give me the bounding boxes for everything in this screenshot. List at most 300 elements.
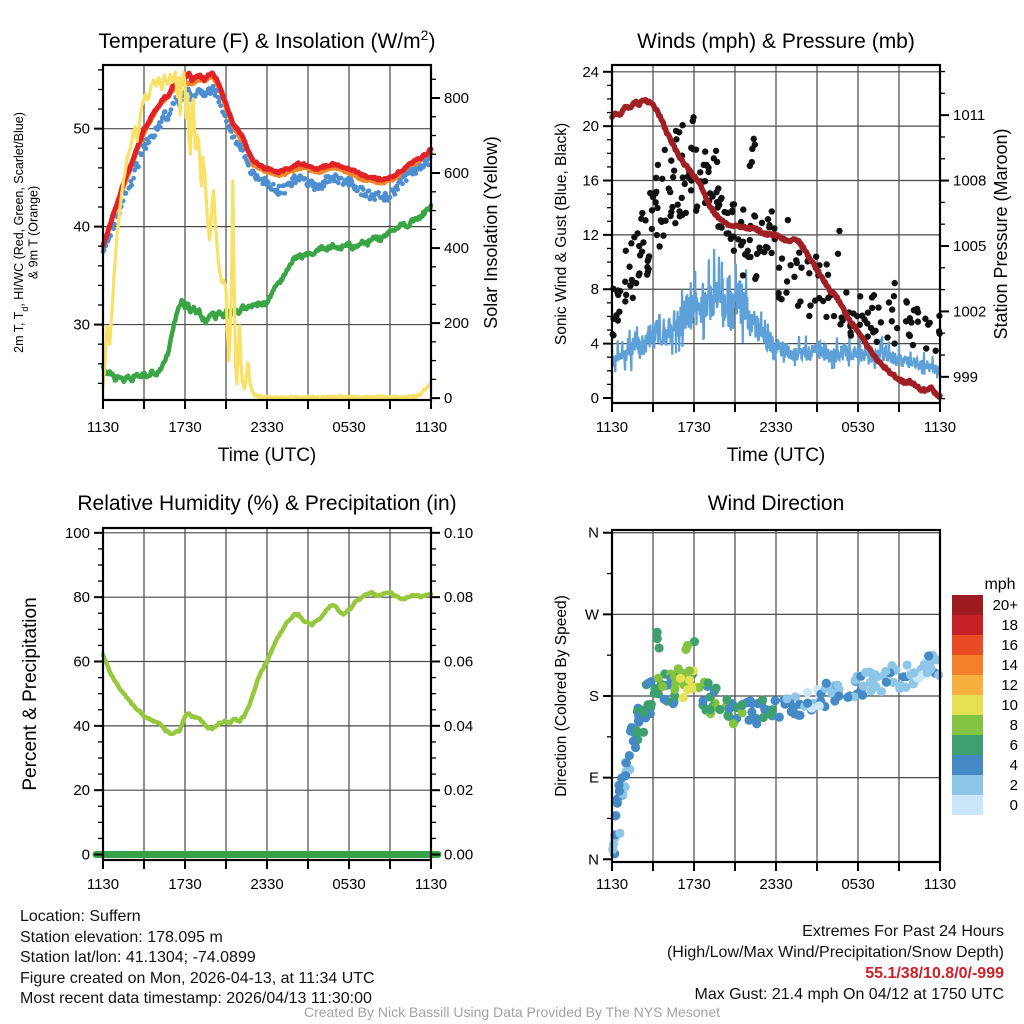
- gust-dot: [749, 159, 755, 165]
- gust-dot: [670, 174, 676, 180]
- wind-direction-dot: [650, 689, 659, 698]
- wind-direction-dot: [659, 695, 668, 704]
- gust-dot: [622, 298, 628, 304]
- x-tick-label: 1130: [923, 876, 957, 893]
- wind-direction-dot: [652, 628, 661, 637]
- gust-dot: [731, 247, 737, 253]
- y-tick-label: 1005: [953, 237, 987, 255]
- wind-chill-dot: [229, 129, 234, 134]
- wind-direction-dot: [782, 694, 791, 703]
- gust-dot: [693, 146, 699, 152]
- gust-dot: [915, 319, 921, 325]
- y-tick-label: 60: [73, 653, 90, 671]
- x-tick-label: 1730: [677, 419, 711, 436]
- gust-dot: [697, 169, 703, 175]
- wind-direction-dot: [815, 701, 824, 710]
- y-tick-label: 0: [81, 846, 90, 864]
- wind-chill-dot: [147, 140, 152, 145]
- gust-dot: [729, 209, 735, 215]
- y-tick-label: 800: [444, 90, 470, 108]
- colorbar-label: 8: [1009, 717, 1018, 734]
- y-tick-label: 8: [590, 281, 599, 299]
- gust-dot: [679, 195, 685, 201]
- gust-dot: [825, 272, 831, 278]
- gust-dot: [925, 321, 931, 327]
- gust-dot: [764, 245, 770, 251]
- y-tick-label: 600: [444, 165, 470, 183]
- gust-dot: [623, 248, 629, 254]
- gust-dot: [911, 307, 917, 313]
- wind-direction-dot: [758, 696, 767, 705]
- wind-direction-dot: [621, 771, 630, 780]
- wind-chill-dot: [240, 148, 245, 153]
- wind-direction-dot: [725, 704, 734, 713]
- wind-direction-dot: [766, 710, 775, 719]
- x-tick-label: 1730: [168, 419, 202, 436]
- wind-direction-dot: [775, 713, 784, 722]
- gust-dot: [889, 318, 895, 324]
- gust-dot: [765, 216, 771, 222]
- y-tick-label: 0.10: [444, 524, 474, 542]
- wind-direction-dot: [722, 695, 731, 704]
- wind-direction-dot: [614, 781, 623, 790]
- gust-dot: [831, 313, 837, 319]
- wind-chill-dot: [163, 109, 168, 114]
- wind-direction-dot: [924, 651, 933, 660]
- colorbar-label: 4: [1009, 757, 1018, 774]
- wind-chill-dot: [140, 152, 145, 157]
- gust-dot: [693, 207, 699, 213]
- y-tick-label: 1011: [953, 107, 986, 125]
- x-tick-label: 1130: [923, 419, 957, 436]
- gust-dot: [847, 329, 853, 335]
- gust-dot: [752, 276, 758, 282]
- gust-dot: [798, 264, 804, 270]
- wind-direction-dot: [771, 696, 780, 705]
- x-tick-label: 0530: [332, 419, 366, 436]
- temperature_insolation-axes: [12, 27, 501, 466]
- gust-dot: [836, 228, 842, 234]
- extremes-title: Extremes For Past 24 Hours: [802, 923, 1004, 940]
- gust-dot: [671, 167, 677, 173]
- station-latlon: Station lat/lon: 41.1304; -74.0899: [20, 949, 256, 967]
- gust-dot: [656, 243, 662, 249]
- y-tick-label: 20: [582, 118, 599, 136]
- gust-dot: [869, 305, 875, 311]
- wind-direction-dot: [738, 700, 747, 709]
- x-tick-label: 1130: [86, 876, 120, 893]
- gust-dot: [878, 319, 884, 325]
- colorbar-label: 2: [1009, 777, 1018, 794]
- gust-dot: [655, 162, 661, 168]
- gust-dot: [705, 164, 711, 170]
- gust-dot: [775, 290, 781, 296]
- wind-chill-dot: [364, 194, 369, 199]
- gust-dot: [871, 292, 877, 298]
- colorbar-swatch: [952, 735, 983, 755]
- gust-dot: [907, 333, 913, 339]
- gust-dot: [910, 342, 916, 348]
- gust-dot: [652, 190, 658, 196]
- x-tick-label: 2330: [759, 419, 793, 436]
- colorbar-label: 14: [1001, 657, 1018, 674]
- gust-dot: [889, 306, 895, 312]
- gust-dot: [638, 216, 644, 222]
- colorbar-swatch: [952, 695, 983, 715]
- wind-direction-dot: [687, 684, 696, 693]
- gust-dot: [653, 175, 659, 181]
- extremes-legend: (High/Low/Max Wind/Precipitation/Snow Depth): [666, 944, 1004, 961]
- colorbar-label: 16: [1001, 637, 1018, 654]
- gust-dot: [628, 240, 634, 246]
- gust-dot: [776, 265, 782, 271]
- wind-direction-dot: [685, 675, 694, 684]
- y-tick-label: 1008: [953, 172, 987, 190]
- gust-dot: [649, 207, 655, 213]
- y-tick-label: 400: [444, 240, 470, 258]
- colorbar-swatch: [952, 715, 983, 735]
- gust-dot: [752, 213, 758, 219]
- gust-dot: [891, 340, 897, 346]
- colorbar-label: 10: [1001, 697, 1018, 714]
- y-tick-label: W: [584, 606, 599, 624]
- y-tick-label: 20: [73, 782, 90, 800]
- x-tick-label: 1130: [414, 419, 448, 436]
- gust-dot: [688, 187, 694, 193]
- wind-chill-dot: [266, 181, 271, 186]
- gust-dot: [759, 220, 765, 226]
- wind-direction-dot: [746, 696, 755, 705]
- gust-dot: [724, 230, 730, 236]
- gust-dot: [886, 299, 892, 305]
- wind-chill-dot: [158, 125, 163, 130]
- gust-dot: [769, 208, 775, 214]
- gust-dot: [718, 196, 724, 202]
- gust-dot: [640, 239, 646, 245]
- gust-dot: [807, 302, 813, 308]
- gust-dot: [676, 129, 682, 135]
- x-tick-label: 1730: [677, 876, 711, 893]
- y-tick-label: 100: [64, 524, 90, 542]
- left-axis-title: Sonic Wind & Gust (Blue, Black): [553, 122, 570, 346]
- wind-chill-dot: [395, 187, 400, 192]
- gust-dot: [837, 321, 843, 327]
- left-axis-title: Direction (Colored By Speed): [553, 595, 570, 797]
- x-tick-label: 0530: [332, 876, 366, 893]
- wind-chill-dot: [376, 190, 381, 195]
- wind-direction-dot: [866, 686, 875, 695]
- y-tick-label: N: [588, 524, 599, 542]
- wind-direction-dot: [882, 678, 891, 687]
- y-tick-label: 200: [444, 315, 470, 333]
- wind-direction-dot: [654, 674, 663, 683]
- x-tick-label: 1130: [414, 876, 448, 893]
- wind-chill-dot: [400, 181, 405, 186]
- gust-dot: [891, 293, 897, 299]
- humidity_precip-chart: [96, 528, 438, 860]
- gust-dot: [823, 314, 829, 320]
- y-tick-label: 1002: [953, 303, 987, 321]
- gust-dot: [884, 334, 890, 340]
- gust-dot: [713, 189, 719, 195]
- gust-dot: [630, 295, 636, 301]
- gust-dot: [904, 299, 910, 305]
- colorbar-swatch: [952, 635, 983, 655]
- gust-dot: [636, 272, 642, 278]
- gust-dot: [702, 148, 708, 154]
- y-tick-label: 0.00: [444, 846, 474, 864]
- gust-dot: [639, 210, 645, 216]
- y-tick-label: 0: [444, 390, 453, 408]
- wind-direction-dot: [830, 696, 839, 705]
- wind-chill-dot: [232, 134, 237, 139]
- wind-chill-dot: [282, 191, 287, 196]
- wind-chill-dot: [136, 164, 141, 169]
- wind-direction-dot: [724, 712, 733, 721]
- gust-dot: [756, 244, 762, 250]
- y-tick-label: 12: [582, 226, 599, 244]
- gust-dot: [806, 270, 812, 276]
- gust-dot: [874, 339, 880, 345]
- y-tick-label: N: [588, 851, 599, 869]
- x-tick-label: 1130: [595, 419, 629, 436]
- x-axis-title: Time (UTC): [217, 445, 317, 466]
- wind-direction-dot: [698, 696, 707, 705]
- wind-direction-dot: [639, 728, 648, 737]
- gust-dot: [754, 251, 760, 257]
- colorbar-swatch: [952, 775, 983, 795]
- gust-dot: [796, 249, 802, 255]
- gust-dot: [784, 278, 790, 284]
- gust-dot: [795, 303, 801, 309]
- wind-direction-dot: [629, 737, 638, 746]
- wind-direction-dot: [729, 719, 738, 728]
- wind-direction-dot: [676, 674, 685, 683]
- gust-dot: [713, 148, 719, 154]
- gust-dot: [690, 118, 696, 124]
- gust-dot: [740, 206, 746, 212]
- wind-direction-dot: [843, 693, 852, 702]
- wind-chill-dot: [372, 197, 377, 202]
- y-tick-label: 4: [590, 335, 599, 353]
- x-tick-label: 0530: [841, 419, 875, 436]
- gust-dot: [932, 348, 938, 354]
- x-tick-label: 0530: [841, 876, 875, 893]
- chart-title: Relative Humidity (%) & Precipitation (in): [77, 492, 457, 515]
- right-axis-title: Solar Insolation (Yellow): [481, 136, 501, 329]
- wind-chill-dot: [246, 163, 251, 168]
- gust-dot: [857, 293, 863, 299]
- wind-direction-dot: [705, 705, 714, 714]
- gust-dot: [875, 304, 881, 310]
- colorbar-swatch: [952, 755, 983, 775]
- wind-chill-dot: [388, 195, 393, 200]
- wind-chill-dot: [218, 103, 223, 108]
- wind-direction-dot: [715, 705, 724, 714]
- wind-direction-dot: [711, 684, 720, 693]
- colorbar-swatch: [952, 595, 983, 615]
- gust-dot: [674, 201, 680, 207]
- wind-chill-dot: [367, 188, 372, 193]
- gust-dot: [654, 232, 660, 238]
- station-elevation: Station elevation: 178.095 m: [20, 928, 223, 946]
- wind_direction-chart: [608, 530, 943, 862]
- max-gust: Max Gust: 21.4 mph On 04/12 at 1750 UTC: [694, 986, 1004, 1003]
- station-info: [20, 907, 375, 1010]
- gust-dot: [791, 274, 797, 280]
- gust-dot: [631, 234, 637, 240]
- y-tick-label: 0: [590, 389, 599, 407]
- gust-dot: [623, 292, 629, 298]
- gust-dot: [903, 318, 909, 324]
- figure-created: Figure created on Mon, 2026-04-13, at 11:34 UTC: [20, 969, 375, 987]
- gust-dot: [649, 226, 655, 232]
- gust-dot: [894, 325, 900, 331]
- wind-direction-dot: [923, 668, 932, 677]
- wind-chill-dot: [171, 101, 176, 106]
- wind-direction-dot: [787, 707, 796, 716]
- gust-dot: [714, 159, 720, 165]
- wind-direction-dot: [658, 682, 667, 691]
- x-tick-label: 2330: [250, 419, 284, 436]
- wind-chill-dot: [361, 187, 366, 192]
- y-tick-label: 0.08: [444, 589, 474, 607]
- wind-chill-dot: [124, 191, 129, 196]
- y-tick-label: 24: [582, 63, 599, 81]
- gust-dot: [747, 254, 753, 260]
- gust-dot: [778, 296, 784, 302]
- y-tick-label: 40: [73, 218, 90, 236]
- wind-chill-dot: [404, 178, 409, 183]
- chart-title: Wind Direction: [707, 492, 845, 515]
- wind-direction-dot: [909, 668, 918, 677]
- y-tick-label: 30: [73, 316, 90, 334]
- gust-dot: [679, 122, 685, 128]
- gust-dot: [766, 222, 772, 228]
- temperature_insolation-chart: [101, 65, 433, 400]
- gust-dot: [615, 287, 621, 293]
- x-tick-label: 1130: [595, 876, 629, 893]
- gust-dot: [682, 181, 688, 187]
- data-timestamp: Most recent data timestamp: 2026/04/13 11:30:00: [20, 990, 372, 1008]
- gust-dot: [806, 313, 812, 319]
- colorbar-swatch: [952, 675, 983, 695]
- credit-line: Created By Nick Bassill Using Data Provided By The NYS Mesonet: [303, 1004, 721, 1020]
- wind-chill-dot: [302, 176, 307, 181]
- wind-chill-dot: [144, 146, 149, 151]
- gust-dot: [683, 210, 689, 216]
- gust-dot: [658, 217, 664, 223]
- speed-colorbar: [952, 576, 1018, 815]
- wind-direction-dot: [615, 829, 624, 838]
- wind-chill-dot: [224, 119, 229, 124]
- wind-direction-dot: [934, 671, 943, 680]
- chart-title: Winds (mph) & Pressure (mb): [637, 30, 915, 53]
- gust-dot: [751, 136, 757, 142]
- gust-dot: [843, 289, 849, 295]
- colorbar-label: 12: [1001, 677, 1018, 694]
- y-tick-label: 999: [953, 368, 979, 386]
- gust-dot: [644, 271, 650, 277]
- gust-dot: [659, 176, 665, 182]
- x-axis-title: Time (UTC): [726, 445, 826, 466]
- x-tick-label: 1130: [86, 419, 120, 436]
- extremes-values: 55.1/38/10.8/0/-999: [865, 965, 1004, 982]
- wind-direction-dot: [895, 684, 904, 693]
- wind-direction-dot: [704, 678, 713, 687]
- wind-chill-dot: [271, 182, 276, 187]
- gust-dot: [666, 185, 672, 191]
- wind-direction-dot: [655, 643, 664, 652]
- gust-dot: [668, 157, 674, 163]
- gust-dot: [793, 257, 799, 263]
- wind-direction-dot: [679, 693, 688, 702]
- wind-direction-dot: [822, 679, 831, 688]
- gust-dot: [783, 289, 789, 295]
- gust-dot: [785, 217, 791, 223]
- chart-title: Temperature (F) & Insolation $(W/m^2)$: [98, 27, 436, 53]
- wind-chill-dot: [169, 107, 174, 112]
- winds_pressure-chart: [610, 65, 943, 403]
- wind-chill-dot: [131, 176, 136, 181]
- colorbar-label: 0: [1009, 797, 1018, 814]
- wind-chill-dot: [413, 171, 418, 176]
- gust-dot: [731, 201, 737, 207]
- gust-dot: [740, 272, 746, 278]
- y-tick-label: 0.04: [444, 717, 474, 735]
- y-tick-label: E: [588, 769, 599, 787]
- gust-dot: [823, 261, 829, 267]
- gust-dot: [749, 146, 755, 152]
- y-tick-label: S: [588, 688, 599, 705]
- gust-dot: [870, 329, 876, 335]
- y-tick-label: 16: [582, 172, 599, 190]
- wind-direction-dot: [902, 660, 911, 669]
- gust-dot: [865, 309, 871, 315]
- wind-chill-dot: [166, 117, 171, 122]
- wind-direction-dot: [747, 707, 756, 716]
- gust-dot: [891, 280, 897, 286]
- wind-chill-dot: [152, 133, 157, 138]
- gust-dot: [633, 280, 639, 286]
- y-tick-label: 0.02: [444, 782, 474, 800]
- gust-dot: [779, 255, 785, 261]
- y-tick-label: 0.06: [444, 653, 474, 671]
- wind-direction-dot: [803, 699, 812, 708]
- humidity_precip-axes: [20, 492, 473, 893]
- wind-direction-dot: [609, 840, 618, 849]
- gust-dot: [626, 264, 632, 270]
- gust-dot: [660, 232, 666, 238]
- colorbar-title: mph: [984, 576, 1016, 593]
- gust-dot: [645, 256, 651, 262]
- wind-direction-dot: [803, 688, 812, 697]
- x-tick-label: 2330: [759, 876, 793, 893]
- wind-direction-dot: [744, 716, 753, 725]
- gust-dot: [721, 209, 727, 215]
- gust-dot: [835, 251, 841, 257]
- colorbar-swatch: [952, 655, 983, 675]
- x-tick-label: 2330: [250, 876, 284, 893]
- gust-dot: [923, 345, 929, 351]
- colorbar-swatch: [952, 795, 983, 815]
- wind-direction-dot: [625, 751, 634, 760]
- wind-chill-dot: [336, 180, 341, 185]
- gust-dot: [740, 239, 746, 245]
- gust-dot: [622, 279, 628, 285]
- extremes-info: [667, 921, 1004, 1005]
- colorbar-label: 18: [1001, 617, 1018, 634]
